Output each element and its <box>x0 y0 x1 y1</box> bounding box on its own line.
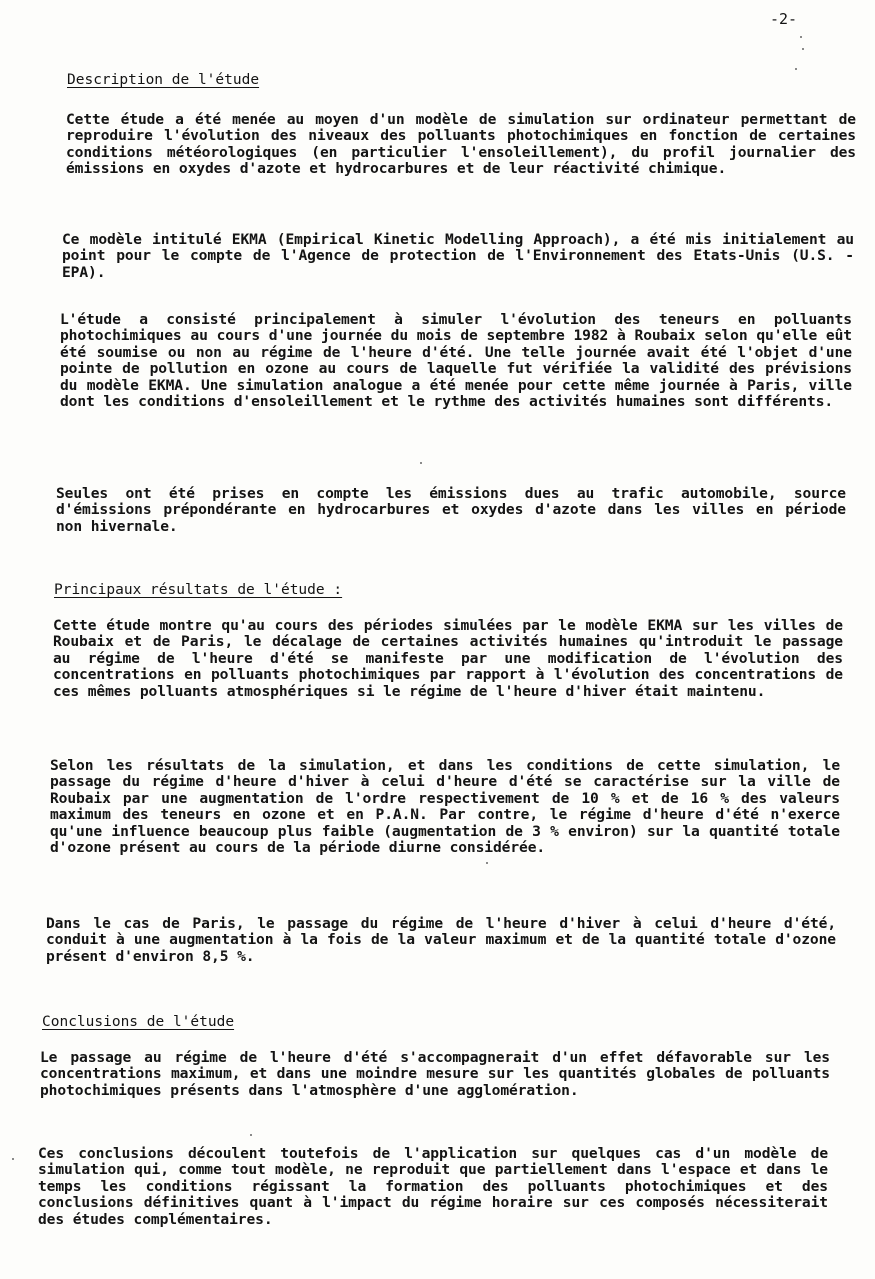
paragraph-results-2: Selon les résultats de la simulation, et dans les conditions de cette simulation, le passage du régime d'heure d'hiver à celui d'heure d'été se caractérise sur la ville de Roubaix par une augmentation de l'ordre respectivement de 10 % et de 16 % des valeurs maximum des teneurs en ozone et en P.A.N. Par contre, le régime d'heure d'été n'exerce qu'une influence beaucoup plus faible (augmentation de 3 % environ) sur la quantité totale d'ozone présent au cours de la période diurne considérée. <box>50 757 840 857</box>
paragraph-description-3: L'étude a consisté principalement à simuler l'évolution des teneurs en polluants photochimiques au cours d'une journée du mois de septembre 1982 à Roubaix selon qu'elle eût été soumise ou non au régime de l'heure d'été. Une telle journée avait été l'objet d'une pointe de pollution en ozone au cours de laquelle fut vérifiée la validité des prévisions du modèle EKMA. Une simulation analogue a été menée pour cette même journée à Paris, ville dont les conditions d'ensoleillement et le rythme des activités humaines sont différents. <box>60 311 852 411</box>
scan-speck <box>420 462 422 464</box>
paragraph-results-3: Dans le cas de Paris, le passage du régime de l'heure d'hiver à celui d'heure d'été, conduit à une augmentation à la fois de la valeur maximum et de la quantité totale d'ozone présent d'environ 8,5 %. <box>46 915 836 965</box>
section-heading-description: Description de l'étude <box>67 72 260 88</box>
section-heading-conclusions: Conclusions de l'étude <box>42 1014 235 1030</box>
scan-speck <box>800 36 802 38</box>
paragraph-description-1: Cette étude a été menée au moyen d'un modèle de simulation sur ordinateur permettant de reproduire l'évolution des niveaux des polluants photochimiques en fonction de certaines conditions météorologiques (en particulier l'ensoleillement), du profil journalier des émissions en oxydes d'azote et hydrocarbures et de leur réactivité chimique. <box>66 111 856 178</box>
section-heading-results: Principaux résultats de l'étude : <box>54 582 343 598</box>
paragraph-description-4: Seules ont été prises en compte les émissions dues au trafic automobile, source d'émissions prépondérante en hydrocarbures et oxydes d'azote dans les villes en période non hivernale. <box>56 485 846 535</box>
scan-speck <box>250 1134 252 1136</box>
scan-speck <box>795 68 797 70</box>
paragraph-description-2: Ce modèle intitulé EKMA (Empirical Kinetic Modelling Approach), a été mis initialement au point pour le compte de l'Agence de protection de l'Environnement des Etats-Unis (U.S. - EPA). <box>62 231 854 281</box>
scan-speck <box>12 1158 14 1160</box>
paragraph-results-1: Cette étude montre qu'au cours des périodes simulées par le modèle EKMA sur les villes de Roubaix et de Paris, le décalage de certaines activités humaines qu'introduit le passage au régime de l'heure d'été se manifeste par une modification de l'évolution des concentrations en polluants photochimiques par rapport à l'évolution des concentrations de ces mêmes polluants atmosphériques si le régime de l'heure d'hiver était maintenu. <box>53 617 843 700</box>
scan-speck <box>802 48 804 50</box>
scan-speck <box>486 862 488 864</box>
paragraph-conclusions-1: Le passage au régime de l'heure d'été s'accompagnerait d'un effet défavorable sur les concentrations maximum, et dans une moindre mesure sur les quantités globales de polluants photochimiques présents dans l'atmosphère d'une agglomération. <box>40 1049 830 1099</box>
paragraph-conclusions-2: Ces conclusions découlent toutefois de l'application sur quelques cas d'un modèle de simulation qui, comme tout modèle, ne reproduit que partiellement dans l'espace et dans le temps les conditions régissant la formation des polluants photochimiques et des conclusions définitives quant à l'impact du régime horaire sur ces composés nécessiterait des études complémentaires. <box>38 1145 828 1228</box>
page-number: -2- <box>770 10 798 28</box>
